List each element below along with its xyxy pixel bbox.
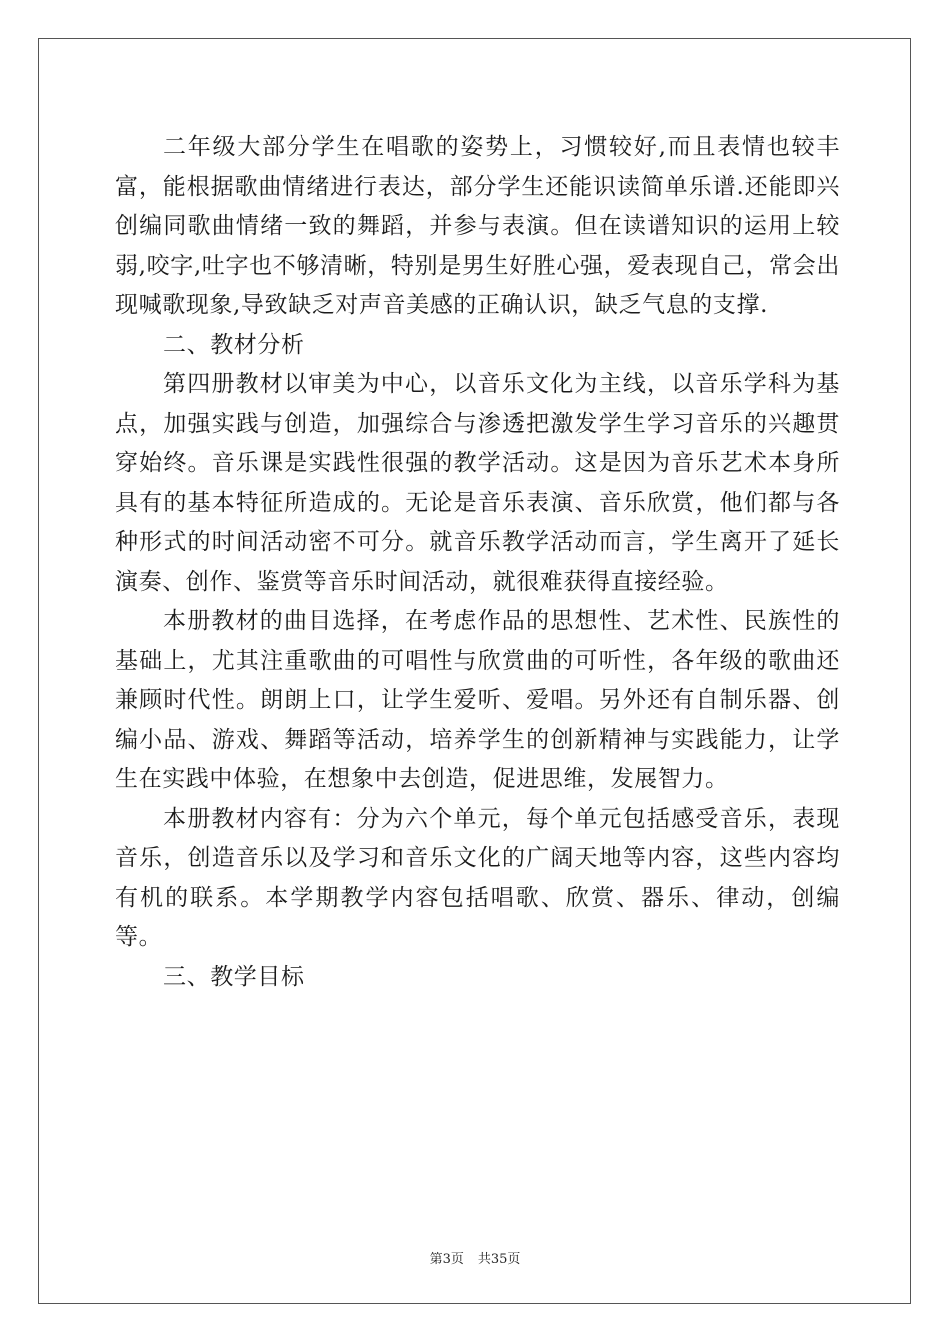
paragraph-materials-content: 本册教材内容有：分为六个单元，每个单元包括感受音乐，表现音乐，创造音乐以及学习和音乐文化的广阔天地等内容，这些内容均有机的联系。本学期教学内容包括唱歌、欣赏、器乐、律动，创编等。 (115, 805, 840, 950)
paragraph-repertoire-selection: 本册教材的曲目选择，在考虑作品的思想性、艺术性、民族性的基础上，尤其注重歌曲的可唱性与欣赏曲的可听性，各年级的歌曲还兼顾时代性。朗朗上口，让学生爱听、爱唱。另外还有自制乐器、创编小品、游戏、舞蹈等活动，培养学生的创新精神与实践能力，让学生在实践中体验，在想象中去创造，促进思维，发展智力。 (115, 608, 840, 792)
page-footer (0, 1248, 950, 1267)
page-total: 共35页 (477, 1252, 521, 1267)
section-heading-goals: 三、教学目标 (163, 963, 305, 990)
section-heading-materials: 二、教材分析 (163, 331, 305, 358)
document-body (115, 128, 840, 997)
paragraph-student-analysis: 二年级大部分学生在唱歌的姿势上，习惯较好,而且表情也较丰富，能根据歌曲情绪进行表达，部分学生还能识读简单乐谱.还能即兴创编同歌曲情绪一致的舞蹈，并参与表演。但在读谱知识的运用上较弱,咬字,吐字也不够清晰，特别是男生好胜心强，爱表现自己，常会出现喊歌现象,导致缺乏对声音美感的正确认识，缺乏气息的支撑. (115, 134, 840, 318)
page-number: 第3页 (429, 1252, 464, 1267)
paragraph-materials-overview: 第四册教材以审美为中心，以音乐文化为主线，以音乐学科为基点，加强实践与创造，加强综合与渗透把激发学生学习音乐的兴趣贯穿始终。音乐课是实践性很强的教学活动。这是因为音乐艺术本身所具有的基本特征所造成的。无论是音乐表演、音乐欣赏，他们都与各种形式的时间活动密不可分。就音乐教学活动而言，学生离开了延长演奏、创作、鉴赏等音乐时间活动，就很难获得直接经验。 (115, 371, 840, 595)
